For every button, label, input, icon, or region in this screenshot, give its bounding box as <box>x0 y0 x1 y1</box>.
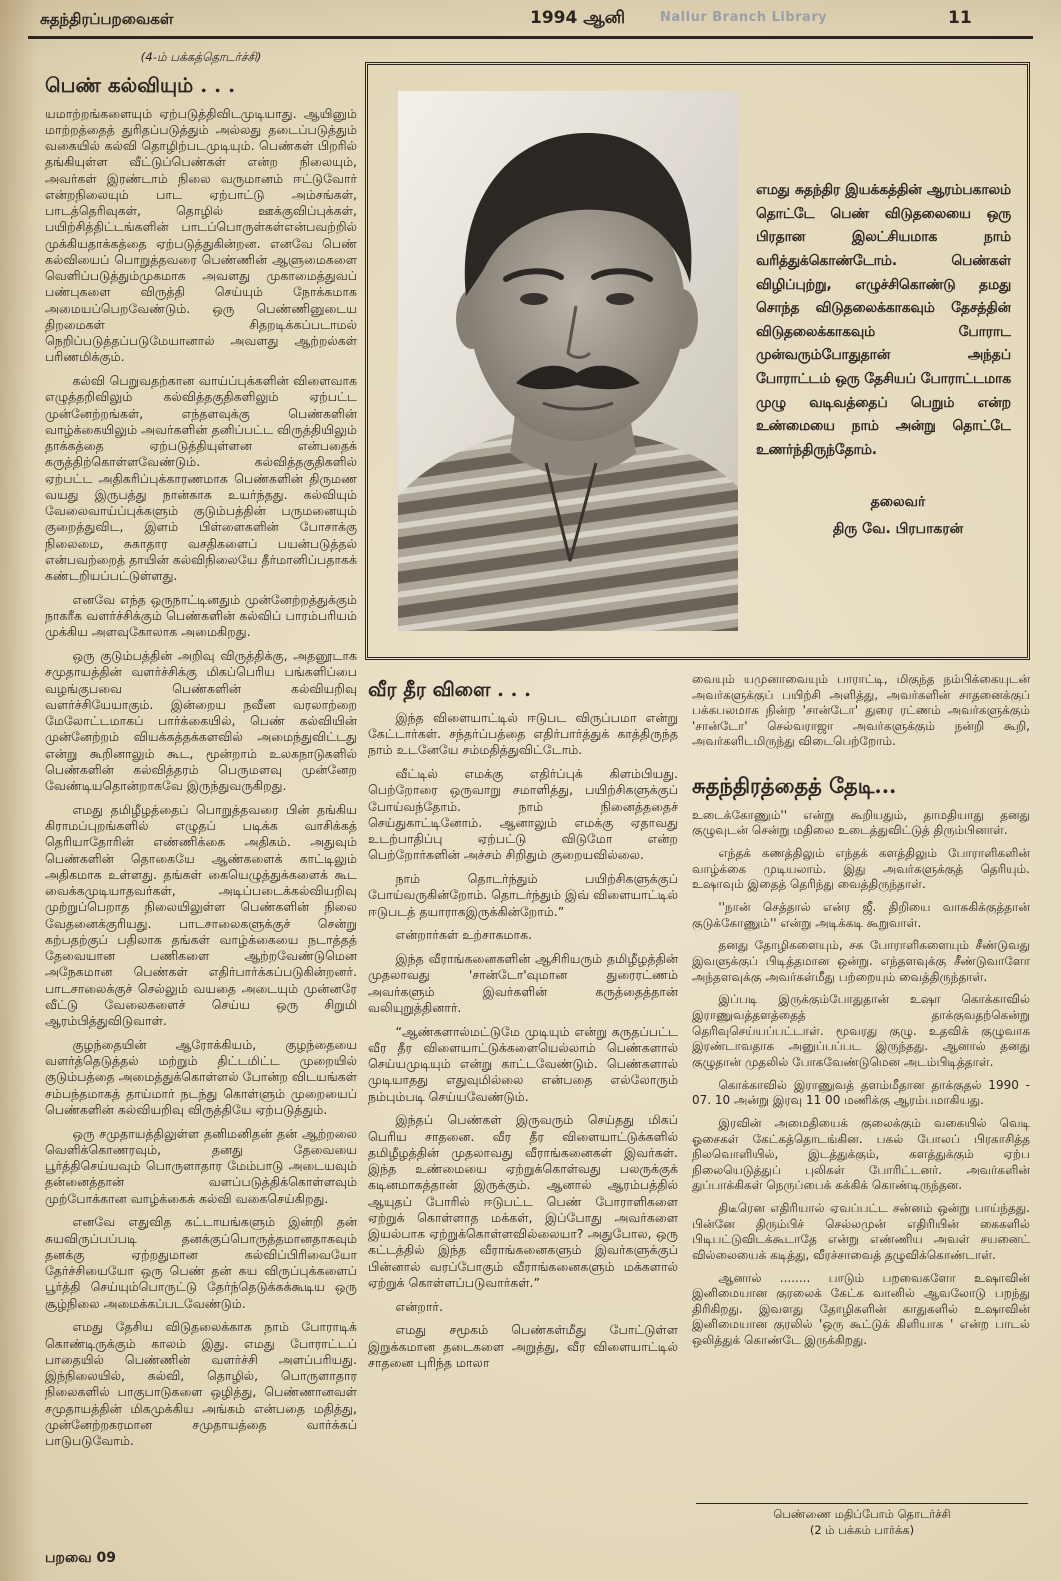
article-title: பெண் கல்வியும் . . . <box>45 72 236 97</box>
header-rule <box>28 36 1033 39</box>
paragraph: இந்த விளையாட்டில் ஈடுபட விருப்பமா என்று கேட்டார்கள். சந்தர்ப்பத்தை எதிர்பார்த்துக் காத்திருந்த நாம் உடனேயே சம்மதித்துவிட்டோம். <box>368 709 678 758</box>
paragraph: கொக்காவில் இராணுவத் தளம்மீதான தாக்குதல் 1990 - 07. 10 அன்று இரவு 11 00 மணிக்கு ஆரம்பமாகியது. <box>692 1077 1030 1108</box>
paragraph: இந்தப் பெண்கள் இருவரும் செய்தது மிகப் பெரிய சாதனை. வீர தீர விளையாட்டுக்களில் தமிழீழத்தின் முதலாவது வீராங்கனைகள் இவர்கள். இந்த உண்மையை ஏற்றுக்கொள்வது பலருக்குக் கடினமாகத்தான் இருக்கும். ஆனால் ஆரம்பத்தில் ஆயுதப் போரில் ஈடுபட்ட பெண் போராளிகளை ஏற்றுக் கொள்ளாத மக்கள், இப்போது அவர்களை இயல்பாக ஏற்றுக்கொள்ளவில்லையா? அதுபோல, ஒரு கட்டத்தில் இந்த வீராங்கனைகளும் இவர்களுக்குப் பின்னால் வரப்போகும் வீராங்கனைகளும் மக்களால் ஏற்றுக் கொள்ளப்படுவார்கள்.” <box>368 1112 678 1290</box>
paragraph: எனவே எதுவித கட்டாயங்களும் இன்றி தன் சுயவிருப்பப்படி தனக்குப்பொருத்தமானதாகவும் தனக்கு ஏற்றதுமான கல்விப்பிரிவையோ தேர்ச்சியையோ ஒரு பெண் தன் சுய விருப்புக்களைப் பூர்த்தி செய்யும்பொருட்டு தேர்ந்தெடுக்கக்கூடிய ஒரு சூழ்நிலை அமைக்கப்படவேண்டும். <box>45 1214 357 1311</box>
paragraph: என்றார். <box>395 1298 443 1314</box>
paragraph: குழந்தையின் ஆரோக்கியம், குழந்தையை வளர்த்தெடுத்தல் மற்றும் திட்டமிட்ட முறையில் குடும்பத்தை அமைத்துக்கொள்ளல் போன்ற விடயங்கள் சம்பந்தமாகத் தாய்மார் நடந்து கொள்ளும் முறையைப் பெண்களின் கல்வியறிவு விருத்தியே ஏற்படுத்தும். <box>45 1036 357 1117</box>
article-title: சுதந்திரத்தைத் தேடி... <box>692 773 897 799</box>
paragraph: உடைக்கோணும்'' என்று கூறியதும், தாமதியாது தனது குழுவுடன் சென்று மதிலை உடைத்துவிட்டுத் திரும்பினாள். <box>692 807 1030 838</box>
paragraph: இந்த வீராங்கனைகளின் ஆசிரியரும் தமிழீழத்தின் முதலாவது 'சான்டோ'வுமான துரைரட்ணம் அவர்களும் இவர்களின் கருத்தைத்தான் வலியுறுத்தினார். <box>368 951 678 1015</box>
signature <box>778 489 1018 542</box>
leader-quote: எமது சுதந்திர இயக்கத்தின் ஆரம்பகாலம் தொட்டே பெண் விடுதலையை ஒரு பிரதான இலட்சியமாக நாம் வரித்துக்கொண்டோம். பெண்கள் விழிப்புற்று, எழுச்சிகொண்டு தமது சொந்த விடுதலைக்காகவும் தேசத்தின் விடுதலைக்காகவும் போராட முன்வரும்போதுதான் அந்தப் போராட்டம் ஒரு தேசியப் போராட்டமாக முழு வடிவத்தைப் பெறும் என்ற உண்மையை நாம் அன்று தொட்டே உணர்ந்திருந்தோம். <box>756 182 1011 459</box>
article-seeking-freedom <box>692 672 1030 1498</box>
article-title: வீர தீர விளை . . . <box>368 677 531 701</box>
library-stamp: Nallur Branch Library <box>660 10 828 25</box>
signature-title: தலைவர் <box>870 494 926 510</box>
paragraph: நாம் தொடர்ந்தும் பயிற்சிகளுக்குப் போய்வருகின்றோம். தொடர்ந்தும் இவ் விளையாட்டில் ஈடுபடத் தயாராகஇருக்கின்றோம்.” <box>368 871 678 919</box>
article-heroic-sports <box>368 672 678 1540</box>
publication-name: சுதந்திரப்பறவைகள் <box>40 10 174 28</box>
paragraph: எனவே எந்த ஒருநாட்டினதும் முன்னேற்றத்துக்கும் நாகரீக வளர்ச்சிக்கும் பெண்களின் கல்விப் பாரம்பரியம் முக்கிய அளவுகோலாக அமைகிறது. <box>45 591 357 640</box>
paragraph: எமது சமூகம் பெண்கள்மீது போட்டுள்ள இறுக்கமான தடைகளை அறுத்து, வீர விளையாட்டில் சாதனை புரிந்த மாலா <box>368 1322 678 1370</box>
continuation-note: (4-ம் பக்கத்தொடர்ச்சி) <box>140 50 262 64</box>
paragraph: என்றார்கள் உற்சாகமாக. <box>395 927 533 943</box>
paragraph: வீட்டில் எமக்கு எதிர்ப்புக் கிளம்பியது. பெற்றோரை ஒருவாறு சமாளித்து, பயிற்சிகளுக்குப் போய்வந்தோம். நாம் நினைத்ததைச் செய்துகாட்டினோம். ஆனாலும் எமக்கு ஏதாவது உடற்பாதிப்பு ஏற்பட்டு விடுமோ என்ற பெற்றோர்களின் அச்சம் சிறிதும் குறையவில்லை. <box>368 766 678 863</box>
leader-quote-box <box>365 62 1030 660</box>
paragraph: திடீரென எதிரியால் ஏவப்பட்ட சன்னம் ஒன்று பாய்ந்தது. பின்னே திரும்பிச் செல்லமுன் எதிரியின் கைகளில் பிடிபட்டுவிடக்கூடாதே என்று எண்ணிய அவள் சயனைட் வில்லையைக் கடித்து, வீரச்சாவைத் தழுவிக்கொண்டாள். <box>692 1201 1030 1262</box>
paragraph: எமது தமிழீழத்தைப் பொறுத்தவரை பின் தங்கிய கிராமப்புறங்களில் எழுதப் படிக்க வாசிக்கத் தெரியாதோரின் எண்ணிக்கை அதிகம். அதுவும் பெண்களின் தொகையே ஆண்களைக் காட்டிலும் அதிகமாக உள்ளது. தங்கள் கையெழுத்துக்களைக் கூட வைக்கமுடியாதவர்கள், அடிப்படைக்கல்வியறிவு முற்றுப்பெறாத நிலையிலுள்ள பெண்களின் நிலை வேதனைக்குரியது. பாடசாலைகளுக்குச் சென்று கற்பதற்குப் பதிலாக தங்கள் வாழ்க்கையை நடாத்தத் தேவையான பணிகளை ஆற்றவேண்டுமென அநேகமான பெண்கள் எதிர்பார்க்கப்படுகின்றனர். பாடசாலைக்குச் செல்லும் வயதை அடையும் முன்னரே வீட்டு வேலைகளைச் செய்ய ஒரு சிறுமி ஆரம்பித்துவிடுவாள். <box>45 801 357 1029</box>
paragraph: இப்படி இருக்கும்போதுதான் உஷா கொக்காவில் இராணுவத்தளத்தைத் தாக்குவதற்கென்று தெரிவுசெய்யப்பட்டாள். மூவரது குழு. உதவிக் குழுவாக இரண்டாவதாக அனுப்பப்பட இருந்தது. ஆனால் தனது குழுதான் முதலில் போகவேண்டுமென அடம்பிடித்தாள். <box>692 992 1030 1069</box>
paragraph: எந்தக் கணத்திலும் எந்தக் களத்திலும் போராளிகளின் வாழ்க்கை முடியலாம். இது அவர்களுக்குத் தெரியும். உஷாவும் இதைத் தெரிந்து வைத்திருந்தாள். <box>692 846 1030 892</box>
continuation-line: (2 ம் பக்கம் பார்க்க) <box>809 1522 915 1537</box>
page-number: 11 <box>948 8 972 28</box>
paragraph: வையும் யமுனாவையும் பாராட்டி, மிகுந்த நம்பிக்கையுடன் அவர்களுக்குப் பயிற்சி அளித்து, அவர்களின் சாதனைக்குப் பக்கபலமாக நின்ற 'சான்டோ' துரை ரட்ணம் அவர்களுக்கும் 'சான்டோ' செல்வராஜா அவர்களுக்கும் நன்றி கூறி, அவர்களிடமிருந்து விடைபெற்றோம். <box>692 672 1030 749</box>
signature-name: திரு வே. பிரபாகரன் <box>832 520 964 537</box>
paragraph: ஒரு சமுதாயத்திலுள்ள தனிமனிதன் தன் ஆற்றலை வெளிக்கொணரவும், தனது தேவையை பூர்த்திசெய்யவும் பொருளாதார மேம்பாடு அடையவும் தன்னைத்தான் வளப்படுத்திக்கொள்ளவும் முற்போக்கான வாழ்க்கைக் கல்வி வகைசெய்கிறது. <box>45 1125 357 1206</box>
issue-date: 1994 ஆனி <box>530 8 626 28</box>
paragraph: “ஆண்களால்மட்டுமே முடியும் என்று கருதப்பட்ட வீர தீர விளையாட்டுக்களையெல்லாம் பெண்களால் செய்யமுடியும் என்று காட்டவேண்டும். பெண்களால் முடியாதது எதுவுமில்லை என்பதை எல்லோரும் நம்பும்படி செய்யவேண்டும். <box>368 1023 678 1104</box>
article-womens-education <box>45 50 357 1532</box>
paragraph: தனது தோழிகளையும், சக போராளிகளையும் சீண்டுவது இவளுக்குப் பிடித்தமான ஒன்று. எந்தளவுக்கு சீண்டுவாளோ அந்தளவுக்கு அவர்கள்மீது பற்றையும் வைத்திருந்தாள். <box>692 938 1030 984</box>
paragraph: ''நான் செத்தால் என்ர ஜீ. திறியை வாசுகிக்குத்தான் குடுக்கோணும்'' என்று அடிக்கடி கூறுவாள். <box>692 900 1030 930</box>
continuation-footer <box>696 1503 1028 1538</box>
paragraph: இரவின் அமைதியைக் குலைக்கும் வகையில் வெடி ஓசைகள் கேட்கத்தொடங்கின. பகல் போலப் பிரகாசித்த நிலவொளியில், இடத்துக்கும், களத்துக்கும் ஏற்ப நிலையெடுத்துப் புலிகள் போரிட்டனர். அவர்களின் துப்பாக்கிகள் நெருப்பைக் கக்கிக் கொண்டிருந்தன. <box>692 1115 1030 1193</box>
page-footer-label: பறவை 09 <box>45 1550 116 1566</box>
paragraph: யமாற்றங்களையும் ஏற்படுத்திவிடமுடியாது. ஆயினும் மாற்றத்தைத் துரிதப்படுத்தும் அல்லது தடைப்படுத்தும் வகையில் கல்வி தொழிற்படமுடியும். பெண்கள் பிறரில் தங்கியுள்ள வீட்டுப்பெண்கள் என்ற நிலையும், அவர்கள் இரண்டாம் நிலை வருமானம் ஈட்டுவோர் என்றநிலையும் பாட ஏற்பாட்டு அம்சங்கள், பாடத்தெரிவுகள், தொழில் ஊக்குவிப்புக்கள், பயிற்சித்திட்டங்களின் பாடப்பொருள்கள்என்பவற்றில் முக்கியதாக்கத்தை ஏற்படுத்துகின்றன. எனவே பெண் கல்வியைப் பொறுத்தவரை பெண்ணின் ஆளுமைகளை வெளிப்படுத்தும்முகமாக அவளது முகாமைத்துவப் பண்புகளை விருத்தி செய்யும் நோக்கமாக அமையப்பெறவேண்டும். ஒரு பெண்ணினுடைய திறமைகள் சிதறடிக்கப்படாமல் நெறிப்படுத்தப்படுமேயானால் அவளது ஆற்றல்கள் பரிணமிக்கும். <box>45 105 357 365</box>
paragraph: எமது தேசிய விடுதலைக்காக நாம் போராடிக் கொண்டிருக்கும் காலம் இது. எமது போராட்டப் பாதையில் பெண்ணின் வளர்ச்சி அளப்பரியது. இந்நிலையில், கல்வி, தொழில், பொருளாதார நிலைகளில் பாகுபாடுகளை ஒழித்து, பெண்ணானவள் சமுதாயத்தின் மிகமுக்கிய அங்கம் என்பதை மதித்து, முன்னேற்றகரமான சமுதாயத்தை வார்க்கப் பாடுபடுவோம். <box>45 1319 357 1449</box>
paragraph: ஆனால் ........ பாடும் பறவைகளோ உஷாவின் இனிமையான குரலைக் கேட்க வானில் ஆவலோடு பறந்து திரிகிறது. இவளது தோழிகளின் காதுகளில் உஷாவின் இனிமையான குரலில் 'ஒரு கூட்டுக் கிளியாக ' என்ற பாடல் ஒலித்துக் கொண்டே இருக்கிறது. <box>692 1270 1030 1347</box>
portrait-photo <box>398 91 738 631</box>
continuation-line: பெண்ணை மதிப்போம் தொடர்ச்சி <box>773 1507 951 1521</box>
paragraph: கல்வி பெறுவதற்கான வாய்ப்புக்களின் விளைவாக எழுத்தறிவிலும் கல்வித்தகுதிகளிலும் ஏற்பட்ட முன்னேற்றங்கள், எந்தளவுக்கு பெண்களின் வாழ்க்கையிலும் அவர்களின் தனிப்பட்ட விருத்தியிலும் தாக்கத்தை ஏற்படுத்தியுள்ளன என்பதைக் கருத்திற்கொள்ளவேண்டும். கல்வித்தகுதிகளில் ஏற்பட்ட அதிகரிப்புக்காரணமாக பெண்களின் திருமண வயது இருபத்து நான்காக உயர்ந்தது. கல்வியும் வேலைவாய்ப்புக்களும் குடும்பத்தின் பருமனையும் குறைத்துவிட, இளம் பிள்ளைகளின் போசாக்கு நிலைமை, சுகாதார வசதிகளைப் பயன்படுத்தல் என்பவற்றைத் தாயின் கல்விநிலையே தீர்மானிப்பதாகக் கண்டறியப்பட்டுள்ளது. <box>45 373 357 584</box>
paragraph: ஒரு குடும்பத்தின் அறிவு விருத்திக்கு, அதனூடாக சமுதாயத்தின் வளர்ச்சிக்கு மிகப்பெரிய பங்களிப்பை வழங்குபவை பெண்களின் கல்வியறிவு வளர்ச்சியேயாகும். இன்றைய நவீன வரலாற்றை மேலோட்டமாகப் பார்க்கையில், பெண் கல்வியின் முன்னேற்றம் வியக்கத்தக்களவில் அமைந்துவிட்டது என்று கூறினாலும் கூட, மூன்றாம் உலகநாடுகளில் பெண்களின் கல்வித்தரம் பெருமளவு முன்னேற வேண்டியதொன்றாகவே இருந்துவருகிறது. <box>45 648 357 794</box>
